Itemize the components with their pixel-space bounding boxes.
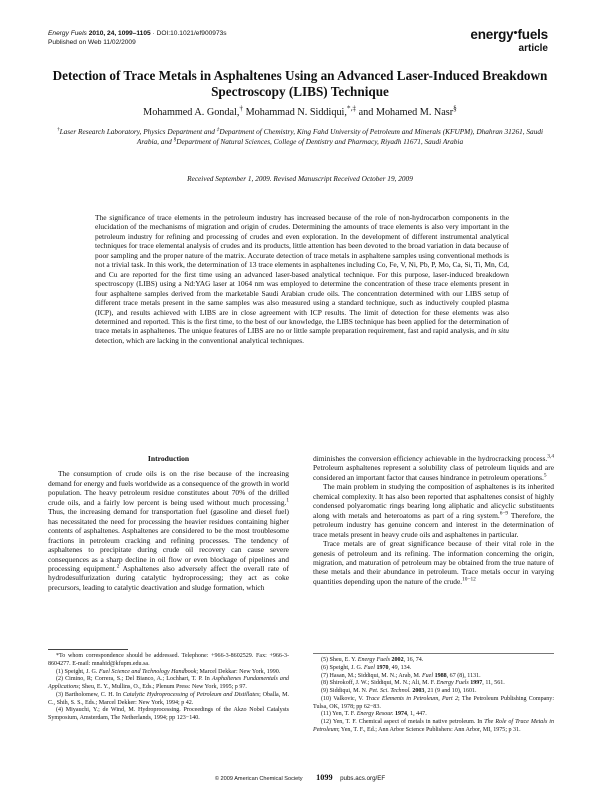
abstract-end: detection, which are lacking in the conventional analytical techniques. [95,335,304,345]
logo-part1: energy [470,27,514,42]
ref-year: 1970 [376,664,389,671]
ref-text: , 67 (8), 1131. [446,672,481,679]
ref-title: The Role of Trace Metals in Petroleum [313,719,554,733]
ref-year: 1974 [394,711,408,718]
affil-mark-1: † [56,126,60,133]
citation-ref[interactable]: 3,4 [547,453,554,460]
reference-6 [313,665,554,673]
reference-9 [313,688,554,696]
logo-wordmark [470,28,548,42]
ref-year: 2003 [412,688,425,694]
journal-header [48,30,227,47]
author-2-mark: *,‡ [346,103,357,113]
ref-journal: Fuel [421,672,434,679]
affil-3: Department of Natural Sciences, College of Dentistry and Pharmacy, Riyadh 11671, Saudi Arabia [176,136,464,146]
ref-text: ; Sheu, E. Y., Mullins, O., Eds.; Plenum Press: New York, 1995; p 97. [78,684,247,690]
text: The main problem in studying the composition of asphaltenes is its inherited chemical complexity. It has also been reported that asphaltenes consist of highly condensed polyaromatic rings bearing long aliphatic and alicyclic substituents along with metals and heteroatoms as part of a ring system. [313,482,554,520]
text: Trace metals are of great significance because of their vital role in the genesis of petroleum and its refining. The information concerning the origin, migration, and maturation of petroleum may be obtained from the true nature of these metals and their abundance in petroleum. Trace metals occur in varying quantities depending upon the nature of the crude. [313,539,554,586]
intro-paragraph-3 [313,539,554,586]
ref-text: ; The Petroleum Publishing Company: Tulsa, OK, 1978; pp 62−83. [313,695,555,710]
footnotes-left [48,649,289,723]
reference-10 [313,696,554,712]
ref-title: Asphaltenes Fundamentals and Applications [48,676,290,690]
author-and: and [358,107,374,118]
intro-paragraph-1-cont [313,454,554,482]
intro-paragraph-2 [313,482,554,539]
ref-text: (10) Valkovic, V. [321,695,364,702]
correspondence-note: *To whom correspondence should be addressed. Telephone: +966-3-8602529. Fax: +966-3-8604277. E-mail: mnahid@kfupm.edu.sa. [48,653,289,667]
footnote-rule [48,649,128,650]
author-1: Mohammed A. Gondal, [143,107,240,118]
journal-url[interactable]: pubs.acs.org/EF [340,775,386,782]
affil-1: Laser Research Laboratory, Physics Department and [59,127,215,136]
published-date: Published on Web 11/02/2009 [48,38,136,46]
journal-name: Energy Fuels [48,30,87,37]
ref-text: , 21 (9 and 10), 1601. [424,688,477,694]
citation-ref[interactable]: 1 [286,497,289,504]
ref-text: (11) Yen, T. F. [321,711,356,718]
text: Petroleum asphaltenes represent a solubility class of petroleum liquids and are considered an important factor that causes hindrance in petroleum operations. [313,463,554,482]
ref-text: (8) Shirokoff, J. W.; Siddiqui, M. N.; Ali, M. F. [321,680,435,687]
affil-2: Department of Chemistry, King Fahd University of Petroleum and Minerals (KFUPM), Dhahran 31261, Saudi Arabia, and [136,127,544,146]
abstract-main: The significance of trace elements in the petroleum industry has increased because of the role of non-hydrocarbon components in the elucidation of the mechanisms of migration and origin of crudes. Determining the amounts of trace elements is also very important in the petroleum industry for refining and processing of crudes and even exploration. In the development of different instrumental analytical techniques for trace elemental analysis of crudes and its products, little attention has been devoted to the broad variation in data because of poor sampling and the proper nature of the matrix. Accurate detection of trace metals in asphaltene samples using conventional methods is not a trivial task. In this work, the determination of 13 trace elements in asphaltenes including Co, Fe, V, Ni, Pb, P, Mo, Ca, Si, Ti, Mn, Cd, and Cu are reported for the first time using an advanced laser-based analytical technique. For this purpose, laser-induced breakdown spectroscopy (LIBS) using a Nd:YAG laser at 1064 nm was employed to determine the concentration of these trace elements present in four asphaltene samples derived from the marketable Saudi Arabian crude oils. The concentration determined with our LIBS setup of different trace metals present in the same samples was also measured using a standard technique, such as inductively coupled plasma (ICP), and results achieved with LIBS are in close agreement with ICP results. The limit of detection for these elements was also determined and reported. This is the first time, to the best of our knowledge, the LIBS technique has been applied for the determination of trace metals in asphaltenes. The unique features of LIBS are no or little sample preparation requirement, fast and rapid analysis, and [95,213,509,336]
text: Therefore, the petroleum industry has genuine concern and interest in the determination of trace metals present in heavy crude oils and asphaltenes in particular. [313,510,554,539]
footnotes-right [313,653,554,735]
ref-journal: Fuel [363,664,375,671]
ref-text: , 11, 561. [482,680,505,687]
abstract [95,213,509,345]
ref-year: 2002 [391,657,404,663]
ref-year: 1997 [470,680,483,687]
sep: · [152,30,155,37]
ref-title: Fuel Science and Technology Handbook [98,668,197,675]
reference-5 [313,657,554,665]
author-3-mark: § [453,103,457,113]
intro-paragraph-1 [48,469,289,592]
text: Asphaltenes also adversely affect the overall rate of hydrodesulfurization during catalytic hydroprocessing; they act as coke precursors, leading to catalytic deactivation and sludge formation, which [48,563,289,592]
section-heading-introduction: Introduction [147,454,190,463]
reference-12 [313,719,554,735]
ref-year: 1988 [434,672,447,679]
page-footer [0,773,600,782]
reference-2 [48,676,289,692]
logo-part2: fuels [517,27,548,42]
left-column [48,454,289,592]
reference-3 [48,692,289,708]
ref-text: (7) Hasan, M.; Siddiqui, M. N.; Arab, M. [321,672,421,679]
author-list [50,103,550,119]
author-1-mark: † [239,103,244,113]
abstract-italic: in situ [490,326,510,336]
ref-journal: Energy Fuels [436,680,469,687]
ref-journal: Pet. Sci. Technol. [368,688,411,694]
ref-text: (6) Speight, J. G. [321,664,363,671]
ref-text: ; Oballa, M. C., Shih, S. S., Eds.; Marcel Dekker: New York, 1994; p 42. [48,691,289,706]
footnote-rule [313,653,554,654]
citation-ref[interactable]: 2 [116,563,120,570]
affiliations [50,127,550,147]
ref-text: ; Yen, T. F., Ed.; Ann Arbor Science Publishers: Ann Arbor, MI, 1975; p 31. [337,726,521,733]
ref-title: Trace Elements in Petroleum, Part 2 [365,695,459,702]
ref-text: (2) Cimino, R; Correra, S.; Del Bianco, A.; Lochhart, T. P. In [56,676,210,683]
doi[interactable]: DOI:10.1021/ef900973s [156,30,227,37]
ref-text: (1) Speight, J. G. [56,668,98,675]
citation: 2010, 24, 1099–1105 [88,30,151,37]
ref-title: Catalytic Hydroprocessing of Petroleum and Distillates [122,691,260,698]
received-dates: Received September 1, 2009. Revised Manuscript Received October 19, 2009 [187,174,413,183]
citation-line [48,30,227,39]
reference-4: (4) Miyauchi, Y.; de Wind, M. Hydroprocessing. Proceedings of the Akzo Nobel Catalysts Symposium, Amsterdam, The Netherlands, 1994; pp 123−140. [48,707,289,721]
ref-journal: Energy Resour. [356,711,394,718]
citation-ref[interactable]: 5 [543,472,547,479]
ref-text: (5) Sheu, E. Y. [321,657,357,663]
text: Thus, the increasing demand for transportation fuel (gasoline and diesel fuel) has necessitated the need for processing the heavier residues containing higher contents of asphaltenes. Asphaltenes are considered to be the most troublesome fractions in petroleum cracking and refining processes. The tendency of asphaltenes to precipitate during crude oil recovery can cause severe consequences as a sharp decline in oil flow or even blockage of pipelines and processing equipment. [48,507,289,573]
ref-text: , 49, 134. [388,664,412,671]
paper-title: Detection of Trace Metals in Asphaltenes Using an Advanced Laser-Induced Breakdown Spectroscopy (LIBS) Technique [52,68,548,99]
ref-text: (12) Yen, T. F. Chemical aspect of metals in native petroleum. In [321,719,483,725]
affil-mark-2: ‡ [216,126,220,133]
page-number: 1099 [316,773,333,782]
reference-11 [313,711,554,719]
ref-text: , 1, 447. [407,711,427,718]
text: diminishes the conversion efficiency achievable in the hydrocracking process. [313,454,548,463]
citation-ref[interactable]: 10−12 [462,576,476,583]
ref-journal: Energy Fuels [357,657,390,663]
ref-text: , 16, 74. [403,657,424,663]
author-3: Mohamed M. Nasr [375,107,454,118]
text: The consumption of crude oils is on the rise because of the increasing demand for energy and fuels worldwide as a consequence of the growth in world population. The heavy petroleum residue constitutes about 70% of the drilled crude oils, and a fairly low percent is being used without much processing. [48,469,289,507]
ref-text: (3) Bartholomew, C. H. In [56,691,121,698]
ref-text: ; Marcel Dekkar: New York, 1990. [196,668,281,675]
copyright: © 2009 American Chemical Society [214,776,303,782]
article-type: article [518,43,548,54]
affil-mark-3: § [173,136,177,143]
author-2: Mohammad N. Siddiqui, [245,107,347,118]
citation-ref[interactable]: 6−9 [499,510,509,517]
ref-text: (9) Siddiqui, M. N. [321,688,368,694]
journal-logo [470,28,548,55]
reference-8 [313,680,554,688]
right-column [313,454,554,586]
